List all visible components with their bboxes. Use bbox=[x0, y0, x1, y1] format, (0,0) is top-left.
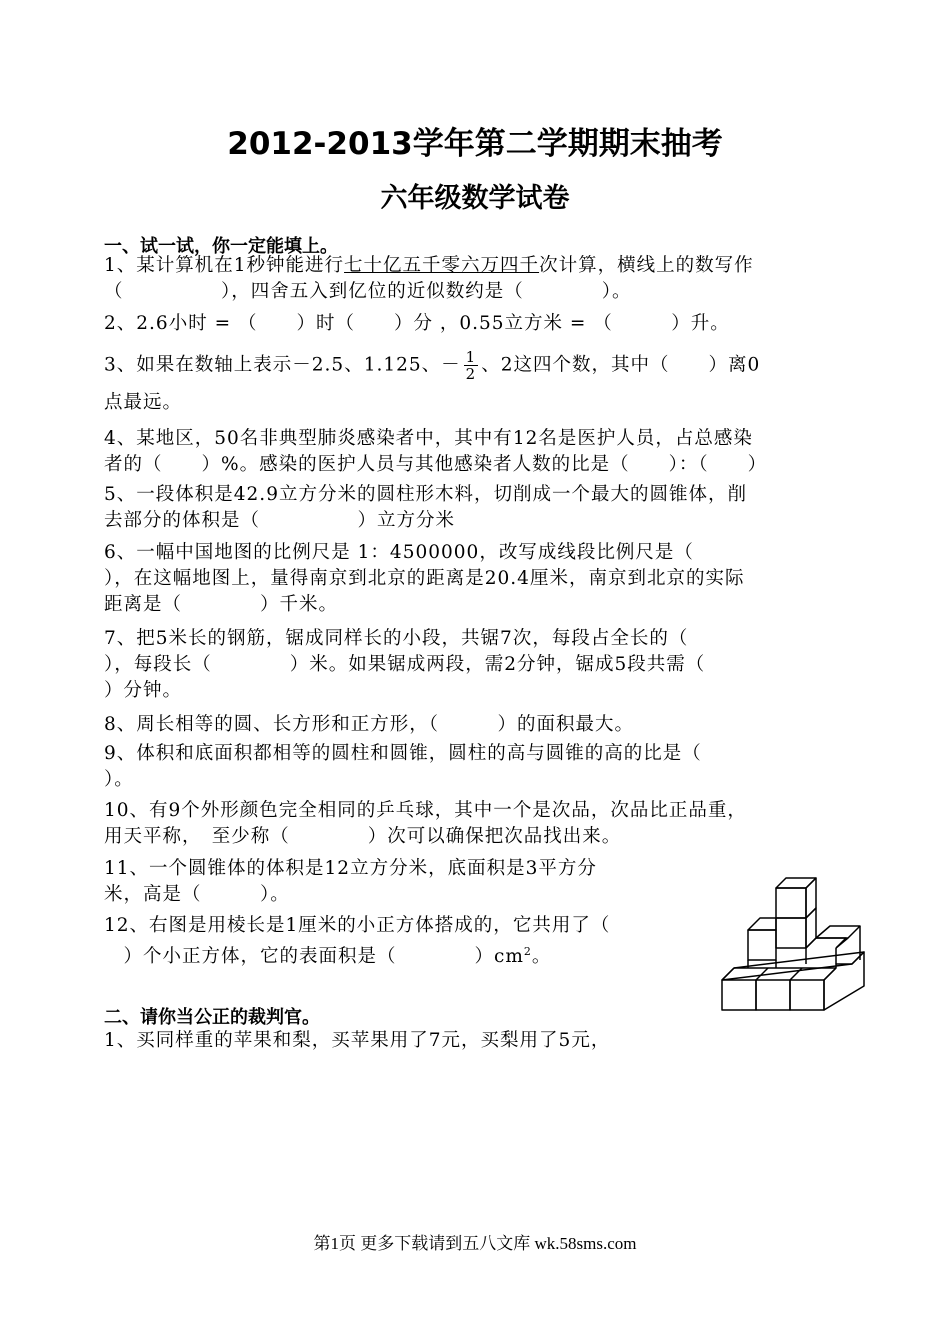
question-9: 9、体积和底面积都相等的圆柱和圆锥，圆柱的高与圆锥的高的比是（ ）。 bbox=[104, 743, 702, 790]
question-12: 12、右图是用棱长是1厘米的小正方体搭成的，它共用了（ ）个小正方体，它的表面积是（ ）$cm^2$。 bbox=[104, 915, 611, 968]
question-1: 1、某计算机在1秒钟能进行七十亿五千零六万四千次计算，横线上的数写作 （ ），四舍五入到亿位的近似数约是（ ）。 bbox=[104, 255, 754, 302]
underlined-number: 七十亿五千零六万四千 bbox=[344, 255, 540, 276]
question-4: 4、某地区，50名非典型肺炎感染者中，其中有12名是医护人员，占总感染 者的（ ）%。感染的医护人员与其他感染者人数的比是（ ）：（ ） bbox=[104, 428, 768, 475]
question-8: 8、周长相等的圆、长方形和正方形，（ ）的面积最大。 bbox=[104, 714, 635, 735]
question-11: 11、一个圆锥体的体积是12立方分米，底面积是3平方分 米，高是（ ）。 bbox=[104, 858, 597, 905]
section-1-heading: 一、试一试，你一定能填上。 bbox=[104, 236, 338, 257]
question-2: 2、2.6小时 = （ ）时（ ）分 ，0.55立方米 = （ ）升。 bbox=[104, 313, 730, 334]
question-10: 10、有9个外形颜色完全相同的乒乓球，其中一个是次品，次品比正品重， 用天平称， 至少称（ ）次可以确保把次品找出来。 bbox=[104, 800, 747, 847]
exam-title: 2012-2013学年第二学期期末抽考 bbox=[227, 126, 723, 162]
exam-subtitle: 六年级数学试卷 bbox=[380, 183, 570, 214]
question-7: 7、把5米长的钢筋，锯成同样长的小段，共锯7次，每段占全长的（ ），每段长（ ）米。如果锯成两段，需2分钟，锯成5段共需（ ）分钟。 bbox=[104, 628, 706, 701]
page-footer: 第1页 更多下载请到五八文库 wk.58sms.com bbox=[313, 1234, 637, 1253]
section-2-heading: 二、请你当公正的裁判官。 bbox=[104, 1007, 320, 1028]
section-2-question-1: 1、买同样重的苹果和梨，买苹果用了7元，买梨用了5元， bbox=[104, 1030, 611, 1051]
question-5: 5、一段体积是42.9立方分米的圆柱形木料，切削成一个最大的圆锥体，削 去部分的体积是（ ）立方分米 bbox=[104, 484, 747, 531]
question-3: 3、如果在数轴上表示－2.5、1.125、－ $\frac{1}{2}$ 、2这四个数，其中（ ）离0 点最远。 bbox=[104, 347, 761, 413]
stacked-cubes-figure bbox=[718, 868, 868, 1013]
fraction-one-half: $\frac{1}{2}$ bbox=[465, 347, 477, 383]
question-6: 6、一幅中国地图的比例尺是 1：4500000，改写成线段比例尺是（ ），在这幅地图上，量得南京到北京的距离是20.4厘米，南京到北京的实际 距离是（ ）千米。 bbox=[104, 542, 745, 615]
